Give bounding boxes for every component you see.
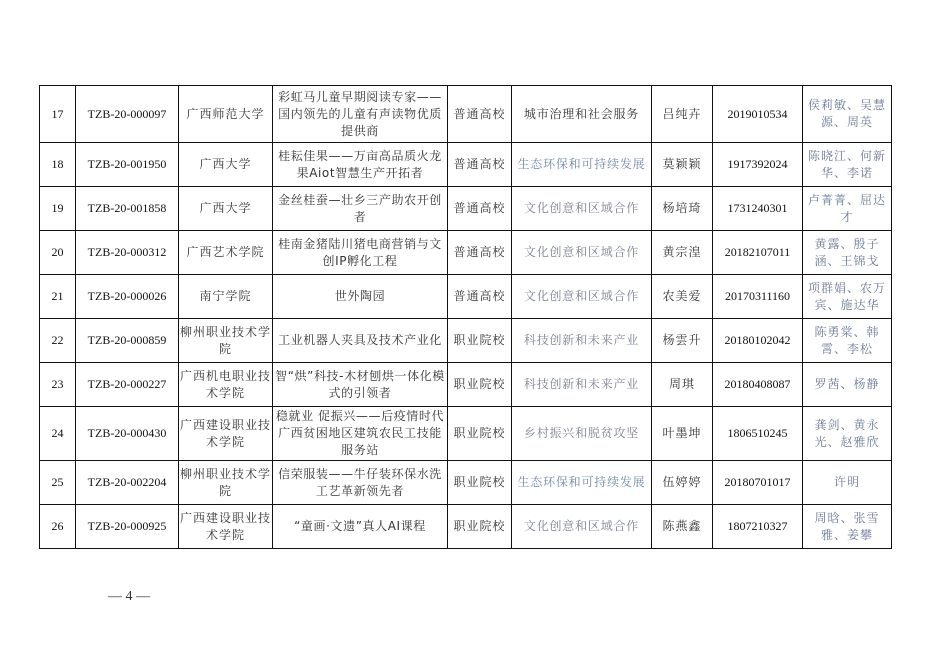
table-row bbox=[40, 319, 892, 363]
project-name: 稳就业 促振兴——后疫情时代广西贫困地区建筑农民工技能服务站 bbox=[273, 407, 448, 461]
school-type: 职业院校 bbox=[448, 461, 512, 505]
project-leader: 伍婷婷 bbox=[652, 461, 713, 505]
advisors: 周晗、张雪雅、姜攀 bbox=[803, 505, 892, 549]
project-code: TZB-20-000430 bbox=[76, 407, 179, 461]
school-name: 广西机电职业技术学院 bbox=[179, 363, 273, 407]
project-leader: 叶墨坤 bbox=[652, 407, 713, 461]
student-id: 20180408087 bbox=[713, 363, 803, 407]
project-name: 工业机器人夹具及技术产业化 bbox=[273, 319, 448, 363]
student-id: 1917392024 bbox=[713, 143, 803, 187]
project-leader: 黄宗湟 bbox=[652, 231, 713, 275]
school-name: 广西大学 bbox=[179, 143, 273, 187]
student-id: 20170311160 bbox=[713, 275, 803, 319]
project-leader: 陈燕鑫 bbox=[652, 505, 713, 549]
table-row bbox=[40, 505, 892, 549]
project-code: TZB-20-000859 bbox=[76, 319, 179, 363]
school-type: 普通高校 bbox=[448, 86, 512, 143]
project-code: TZB-20-001858 bbox=[76, 187, 179, 231]
project-leader: 杨雲升 bbox=[652, 319, 713, 363]
table-row bbox=[40, 363, 892, 407]
student-id: 1731240301 bbox=[713, 187, 803, 231]
school-type: 普通高校 bbox=[448, 231, 512, 275]
project-name: 信荣服装——牛仔装环保水洗工艺革新领先者 bbox=[273, 461, 448, 505]
project-name: 世外陶园 bbox=[273, 275, 448, 319]
row-number: 20 bbox=[40, 231, 76, 275]
school-type: 职业院校 bbox=[448, 363, 512, 407]
advisors: 罗茜、杨静 bbox=[803, 363, 892, 407]
project-code: TZB-20-000026 bbox=[76, 275, 179, 319]
project-category: 文化创意和区域合作 bbox=[512, 231, 652, 275]
advisors: 黄露、殷子涵、王锦戈 bbox=[803, 231, 892, 275]
project-leader: 杨培琦 bbox=[652, 187, 713, 231]
school-name: 广西建设职业技术学院 bbox=[179, 407, 273, 461]
project-category: 文化创意和区域合作 bbox=[512, 275, 652, 319]
school-name: 广西大学 bbox=[179, 187, 273, 231]
table-row bbox=[40, 275, 892, 319]
page-number: — 4 — bbox=[108, 589, 150, 604]
student-id: 20182107011 bbox=[713, 231, 803, 275]
project-name: 彩虹马儿童早期阅读专家——国内领先的儿童有声读物优质提供商 bbox=[273, 86, 448, 143]
project-leader: 农美爱 bbox=[652, 275, 713, 319]
school-type: 职业院校 bbox=[448, 407, 512, 461]
project-roster-table bbox=[39, 85, 892, 549]
school-name: 广西师范大学 bbox=[179, 86, 273, 143]
student-id: 20180701017 bbox=[713, 461, 803, 505]
project-category: 生态环保和可持续发展 bbox=[512, 461, 652, 505]
school-name: 广西建设职业技术学院 bbox=[179, 505, 273, 549]
advisors: 陈晓江、何新华、李诺 bbox=[803, 143, 892, 187]
advisors: 项群娟、农万宾、施达华 bbox=[803, 275, 892, 319]
table-row bbox=[40, 86, 892, 143]
table-row bbox=[40, 187, 892, 231]
project-category: 生态环保和可持续发展 bbox=[512, 143, 652, 187]
project-name: 金丝桂蚕—壮乡三产助农开创者 bbox=[273, 187, 448, 231]
project-leader: 周琪 bbox=[652, 363, 713, 407]
school-type: 普通高校 bbox=[448, 275, 512, 319]
row-number: 25 bbox=[40, 461, 76, 505]
project-leader: 莫颖颖 bbox=[652, 143, 713, 187]
school-name: 广西艺术学院 bbox=[179, 231, 273, 275]
project-category: 文化创意和区域合作 bbox=[512, 187, 652, 231]
row-number: 24 bbox=[40, 407, 76, 461]
project-code: TZB-20-000227 bbox=[76, 363, 179, 407]
table-row bbox=[40, 231, 892, 275]
row-number: 19 bbox=[40, 187, 76, 231]
project-code: TZB-20-001950 bbox=[76, 143, 179, 187]
project-category: 科技创新和未来产业 bbox=[512, 319, 652, 363]
project-category: 科技创新和未来产业 bbox=[512, 363, 652, 407]
row-number: 17 bbox=[40, 86, 76, 143]
school-type: 职业院校 bbox=[448, 319, 512, 363]
project-name: 桂南金猪陆川猪电商营销与文创IP孵化工程 bbox=[273, 231, 448, 275]
project-code: TZB-20-000925 bbox=[76, 505, 179, 549]
advisors: 卢菁菁、屈达才 bbox=[803, 187, 892, 231]
advisors: 许明 bbox=[803, 461, 892, 505]
row-number: 21 bbox=[40, 275, 76, 319]
project-name: “童画·文遗”真人AI课程 bbox=[273, 505, 448, 549]
student-id: 1806510245 bbox=[713, 407, 803, 461]
student-id: 20180102042 bbox=[713, 319, 803, 363]
project-category: 文化创意和区域合作 bbox=[512, 505, 652, 549]
advisors: 陈勇棠、韩霄、李松 bbox=[803, 319, 892, 363]
project-name: 桂耘佳果——万亩高品质火龙果Aiot智慧生产开拓者 bbox=[273, 143, 448, 187]
project-code: TZB-20-000312 bbox=[76, 231, 179, 275]
advisors: 侯莉敏、吴慧源、周英 bbox=[803, 86, 892, 143]
row-number: 23 bbox=[40, 363, 76, 407]
project-category: 城市治理和社会服务 bbox=[512, 86, 652, 143]
project-name: 智“烘”科技-木材刨烘一体化模式的引领者 bbox=[273, 363, 448, 407]
project-category: 乡村振兴和脱贫攻坚 bbox=[512, 407, 652, 461]
table-row bbox=[40, 461, 892, 505]
table-row bbox=[40, 143, 892, 187]
school-name: 柳州职业技术学院 bbox=[179, 319, 273, 363]
advisors: 龚剑、黄永光、赵雅欣 bbox=[803, 407, 892, 461]
project-code: TZB-20-000097 bbox=[76, 86, 179, 143]
student-id: 1807210327 bbox=[713, 505, 803, 549]
table-row bbox=[40, 407, 892, 461]
row-number: 22 bbox=[40, 319, 76, 363]
project-leader: 吕纯卉 bbox=[652, 86, 713, 143]
row-number: 18 bbox=[40, 143, 76, 187]
school-type: 普通高校 bbox=[448, 187, 512, 231]
school-type: 普通高校 bbox=[448, 143, 512, 187]
school-name: 柳州职业技术学院 bbox=[179, 461, 273, 505]
student-id: 2019010534 bbox=[713, 86, 803, 143]
school-type: 职业院校 bbox=[448, 505, 512, 549]
school-name: 南宁学院 bbox=[179, 275, 273, 319]
project-code: TZB-20-002204 bbox=[76, 461, 179, 505]
row-number: 26 bbox=[40, 505, 76, 549]
